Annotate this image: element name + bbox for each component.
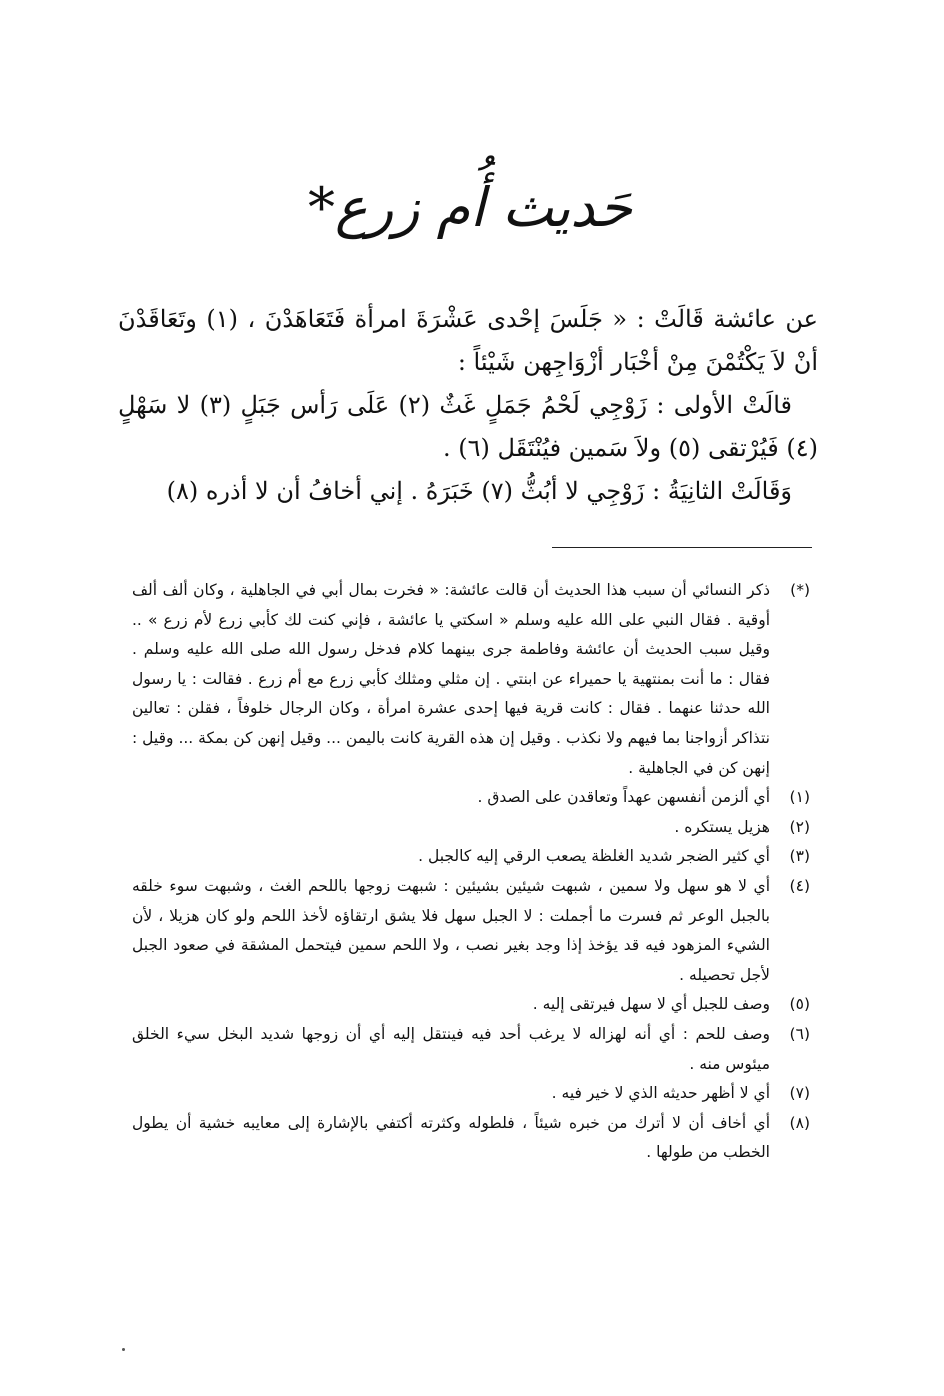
main-paragraph-1: عن عائشة قَالَتْ : « جَلَسَ إحْدى عَشْرَةَ امرأة فَتَعَاهَدْنَ ، (١) وتَعَاقَدْنَ أنْ لاَ يَكْتُمْنَ مِنْ أخْبَار أزْوَاجِهن شَيْئاً :	[118, 305, 818, 376]
main-paragraph-2: قالَتْ الأولى : زَوْجِي لَحْمُ جَمَلٍ غَثٌ (٢) عَلَى رَأس جَبَلٍ (٣) لا سَهْلٍ (٤) فَيُرْتقى (٥) ولاَ سَمين فيُنْتَقَل (٦) .	[118, 391, 818, 462]
footnote-text: وصف للجبل أي لا سهل فيرتقى إليه .	[532, 995, 770, 1014]
footnote-4	[132, 872, 808, 990]
footnote-number: (١)	[789, 788, 810, 807]
footnote-number: (٢)	[789, 817, 810, 836]
footnote-text: أي لا هو سهل ولا سمين ، شبهت شيئين بشيئين : شبهت زوجها باللحم الغث ، وشبهت سوء خلقه بالجبل الوعر ثم فسرت ما أجملت : لا الجبل سهل فلا يشق ارتقاؤه لأخذ اللحم ولو كان هزيلا ، لأن الشيء المزهود فيه قد يؤخذ إذا وجد بغير نصب ، ولا اللحم سمين فيتحمل المشقة في صعود الجبل لأجل تحصيله .	[132, 876, 770, 984]
footnote-text: ذكر النسائي أن سبب هذا الحديث أن قالت عائشة: « فخرت بمال أبي في الجاهلية ، وكان ألف ألف أوقية . فقال النبي على الله عليه وسلم « اسكتي يا عائشة ، فإني كنت لك كأبي زرع لأم زرع » .. وقيل سبب الحديث أن عائشة وفاطمة جرى بينهما كلام فدخل رسول الله صلى الله عليه وسلم . فقال : ما أنت بمنتهية يا حميراء عن ابنتي . إن مثلي ومثلك كأبي زرع مع أم زرع . فقالت : يا رسول الله حدثنا عنهما . فقال : كانت قرية فيها إحدى عشرة امرأة ، وكان الرجال خلوفاً ، فقلن : تعالين نتذاكر أزواجنا بما فيهم ولا نكذب . وقيل إن هذه القرية كانت باليمن ... وقيل إنهن كن بمكة ... وقيل : إنهن كن في الجاهلية .	[132, 581, 770, 777]
footnote-text: أي أخاف أن لا أترك من خبره شيئاً ، فلطوله وكثرته أكتفي بالإشارة إلى معايبه خشية أن يطول الخطب من طولها .	[132, 1113, 770, 1162]
footnote-5	[132, 990, 808, 1020]
footnote-number: (٣)	[789, 847, 810, 866]
footnote-intro	[132, 576, 808, 783]
footnote-3	[132, 842, 808, 872]
footnote-6	[132, 1020, 808, 1079]
footnote-divider	[552, 547, 812, 548]
footnote-1	[132, 783, 808, 813]
footnote-7	[132, 1079, 808, 1109]
footnote-text: أي لا أظهر حديثه الذي لا خير فيه .	[551, 1084, 770, 1103]
main-paragraph-3: وَقَالَتْ الثانِيَةُ : زَوْجِي لا أبُثُّ (٧) خَبَرَهُ . إني أخافُ أن لا أذره (٨)	[166, 477, 792, 505]
footnote-number: (٧)	[789, 1084, 810, 1103]
footnote-number: (٥)	[789, 995, 810, 1014]
footnote-number: (٤)	[789, 876, 810, 895]
main-text	[118, 298, 818, 513]
scan-speck	[122, 1348, 125, 1351]
footnote-number: (٦)	[789, 1024, 810, 1043]
footnote-text: هزيل يستكره .	[674, 817, 770, 836]
page-title: حَديث أُم زرع*	[308, 176, 632, 239]
footnote-text: أي ألزمن أنفسهن عهداً وتعاقدن على الصدق .	[477, 788, 770, 807]
footnote-text: وصف للحم : أي أنه لهزاله لا يرغب أحد فيه فينتقل إليه أي أن زوجها شديد البخل سيء الخلق ميئوس منه .	[132, 1024, 770, 1073]
footnotes	[132, 576, 808, 1168]
footnote-text: أي كثير الضجر شديد الغلظة يصعب الرقي إليه كالجبل .	[418, 847, 770, 866]
footnote-number: (٨)	[789, 1113, 810, 1132]
footnote-2	[132, 813, 808, 843]
footnote-8	[132, 1109, 808, 1168]
footnote-number: (*)	[790, 581, 810, 599]
